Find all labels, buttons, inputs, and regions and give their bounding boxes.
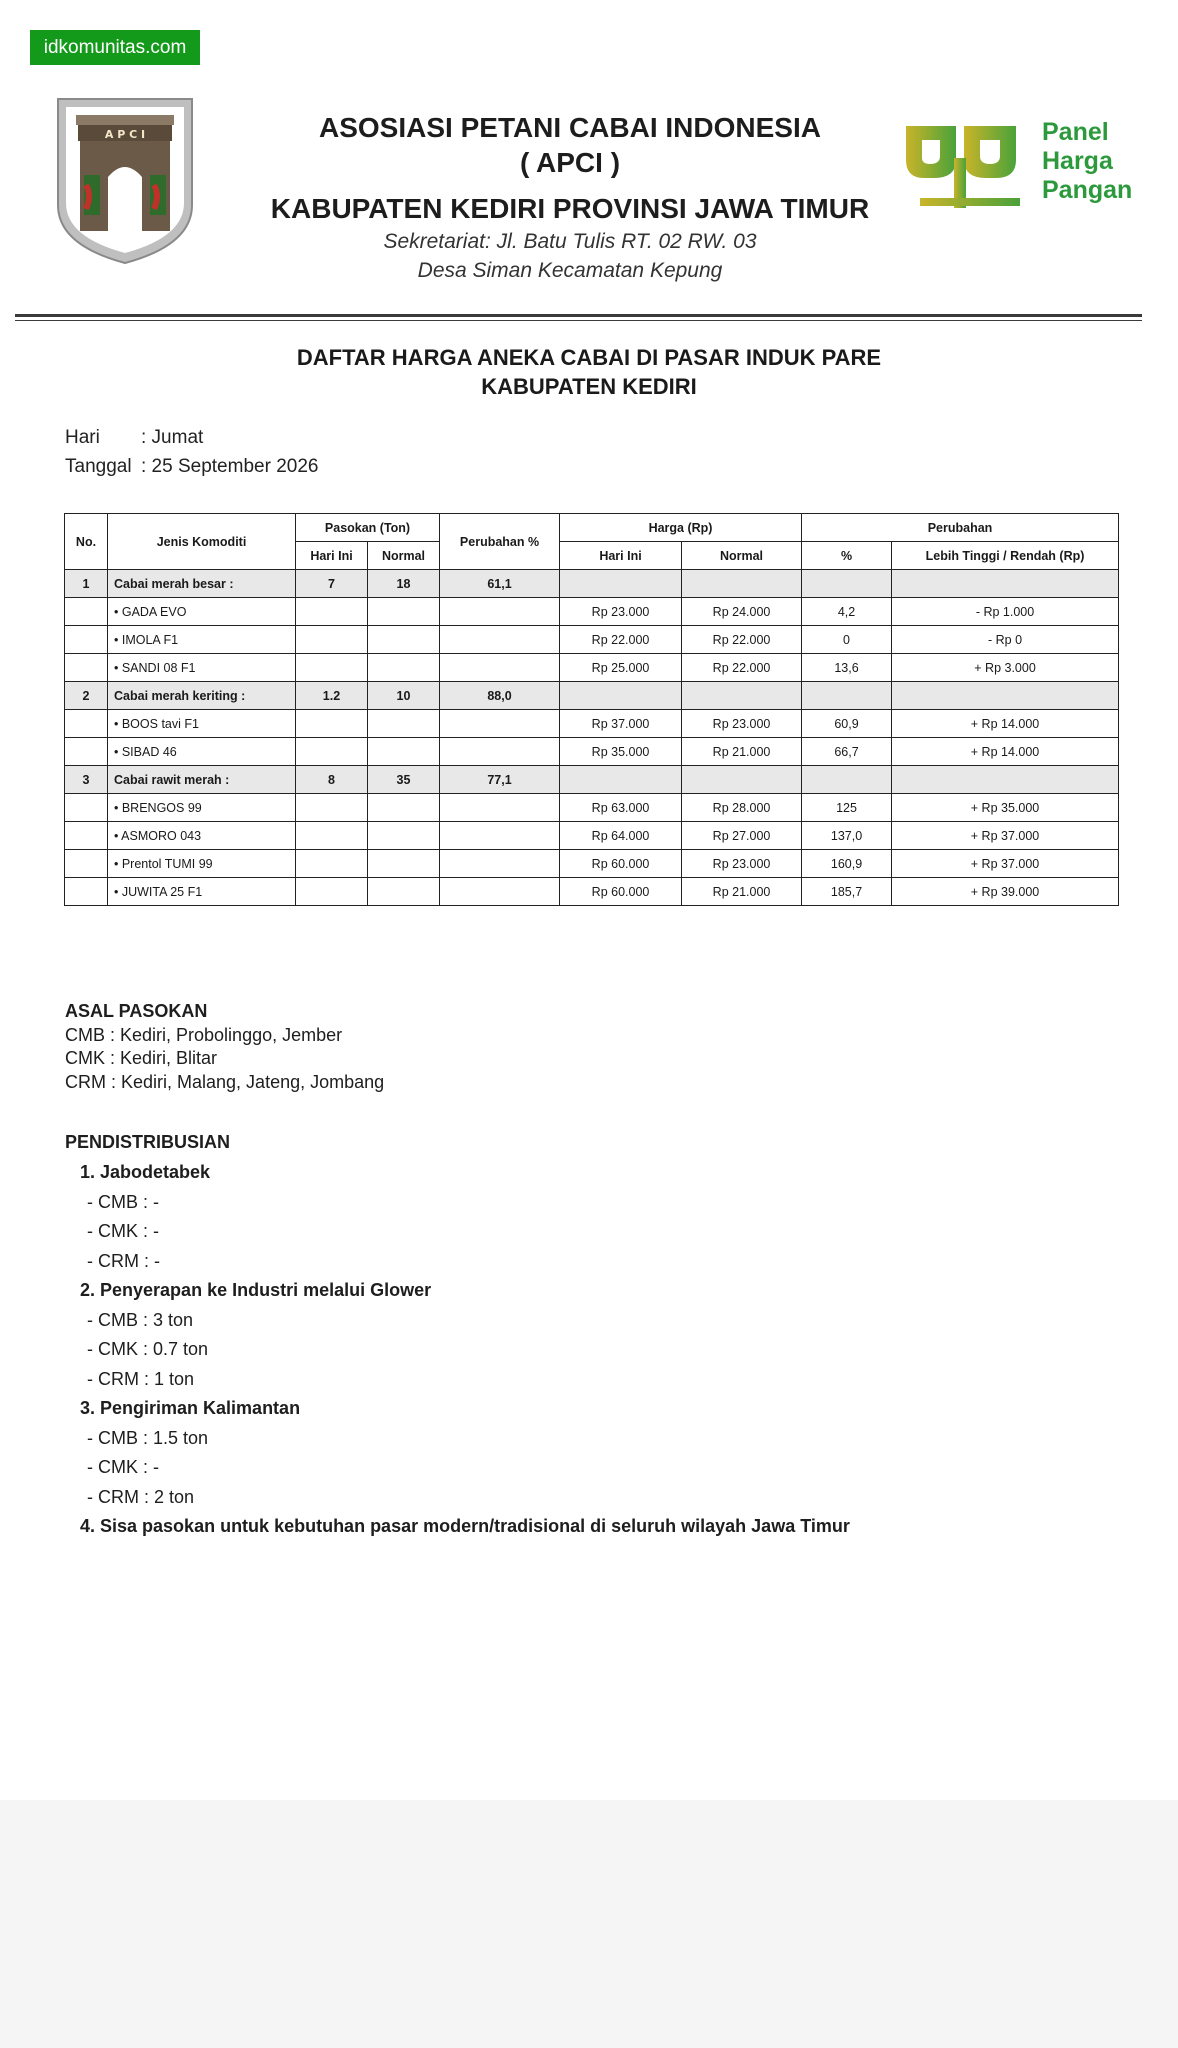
cell-diff: - Rp 0 (892, 626, 1119, 654)
cell-no (65, 626, 108, 654)
cell-pasokan-hi (296, 794, 368, 822)
cell-diff (892, 766, 1119, 794)
cell-pasokan-normal: 18 (368, 570, 440, 598)
cell-harga-hi: Rp 37.000 (560, 710, 682, 738)
table-row (65, 626, 1119, 654)
asal-pasokan-heading: ASAL PASOKAN (65, 1001, 208, 1021)
col-perubahan: Perubahan (802, 514, 1119, 542)
tanggal-label: Tanggal (65, 456, 132, 477)
cell-pasokan-hi: 1.2 (296, 682, 368, 710)
distribution-item-title: 3. Pengiriman Kalimantan (80, 1398, 301, 1418)
cell-pct (802, 766, 892, 794)
page-bottom-band (0, 1800, 1178, 2048)
cell-no (65, 738, 108, 766)
cell-name: • IMOLA F1 (108, 626, 296, 654)
cell-pct (802, 682, 892, 710)
header-divider-thin (15, 320, 1142, 321)
document-subtitle: KABUPATEN KEDIRI (481, 374, 697, 399)
cell-diff (892, 682, 1119, 710)
cell-harga-normal (682, 570, 802, 598)
cell-harga-normal: Rp 27.000 (682, 822, 802, 850)
asal-pasokan-line: CMB : Kediri, Probolinggo, Jember (65, 1024, 343, 1045)
distribution-sub-item: - CRM : 1 ton (87, 1368, 195, 1389)
col-lebih-tinggi-rendah: Lebih Tinggi / Rendah (Rp) (892, 542, 1119, 570)
panel-harga-pangan-logo (900, 118, 1150, 218)
hari-label: Hari (65, 427, 100, 448)
cell-harga-normal: Rp 22.000 (682, 626, 802, 654)
cell-perubahan: 77,1 (440, 766, 560, 794)
php-word-1: Panel (1042, 118, 1109, 146)
distribution-sub-item: - CMB : 3 ton (87, 1309, 194, 1330)
distribution-sub-item: - CRM : - (87, 1250, 160, 1271)
cell-pasokan-hi (296, 850, 368, 878)
cell-pasokan-hi (296, 710, 368, 738)
cell-no: 2 (65, 682, 108, 710)
distribution-sub-item: - CMK : - (87, 1457, 159, 1477)
cell-pasokan-hi (296, 738, 368, 766)
distribution-item-title: 2. Penyerapan ke Industri melalui Glower (80, 1280, 432, 1300)
cell-harga-normal: Rp 24.000 (682, 598, 802, 626)
table-row (65, 710, 1119, 738)
header-divider (15, 314, 1142, 317)
table-body (65, 570, 1119, 906)
cell-pct: 137,0 (802, 822, 892, 850)
cell-pasokan-normal (368, 598, 440, 626)
cell-name: • SANDI 08 F1 (108, 654, 296, 682)
cell-name: • JUWITA 25 F1 (108, 878, 296, 906)
cell-harga-normal: Rp 21.000 (682, 738, 802, 766)
cell-harga-normal (682, 682, 802, 710)
table-row (65, 878, 1119, 906)
cell-pasokan-normal (368, 850, 440, 878)
asal-pasokan-line: CMK : Kediri, Blitar (65, 1048, 218, 1068)
org-name: ASOSIASI PETANI CABAI INDONESIA (319, 112, 821, 143)
cell-harga-hi: Rp 23.000 (560, 598, 682, 626)
asal-pasokan-section (65, 1000, 384, 1094)
cell-harga-hi: Rp 35.000 (560, 738, 682, 766)
table-row (65, 850, 1119, 878)
cell-harga-hi (560, 682, 682, 710)
cell-pasokan-normal (368, 822, 440, 850)
meta-tanggal (65, 456, 318, 478)
cell-name: • Prentol TUMI 99 (108, 850, 296, 878)
col-harga: Harga (Rp) (560, 514, 802, 542)
asal-pasokan-line: CRM : Kediri, Malang, Jateng, Jombang (65, 1071, 385, 1092)
cell-perubahan (440, 822, 560, 850)
distribution-sub-item: - CMK : 0.7 ton (87, 1339, 209, 1359)
cell-name: • SIBAD 46 (108, 738, 296, 766)
cell-name: • BOOS tavi F1 (108, 710, 296, 738)
cell-pct: 60,9 (802, 710, 892, 738)
org-abbreviation: ( APCI ) (519, 147, 621, 178)
cell-harga-normal: Rp 23.000 (682, 850, 802, 878)
col-perubahan-pct: Perubahan % (440, 514, 560, 570)
cell-pasokan-hi: 7 (296, 570, 368, 598)
cell-pct: 66,7 (802, 738, 892, 766)
table-row (65, 598, 1119, 626)
cell-no (65, 822, 108, 850)
cell-pasokan-normal (368, 710, 440, 738)
cell-pasokan-normal: 10 (368, 682, 440, 710)
cell-diff: + Rp 14.000 (892, 738, 1119, 766)
cell-pasokan-hi: 8 (296, 766, 368, 794)
cell-perubahan (440, 794, 560, 822)
cell-name: Cabai rawit merah : (108, 766, 296, 794)
distribution-sub-item: - CMB : - (87, 1191, 159, 1212)
col-pasokan-hari-ini: Hari Ini (296, 542, 368, 570)
table-header-row (65, 514, 1119, 542)
cell-harga-hi: Rp 64.000 (560, 822, 682, 850)
cell-perubahan (440, 654, 560, 682)
cell-pasokan-hi (296, 626, 368, 654)
cell-diff: + Rp 39.000 (892, 878, 1119, 906)
cell-pasokan-normal (368, 626, 440, 654)
cell-pasokan-hi (296, 598, 368, 626)
cell-perubahan (440, 850, 560, 878)
cell-name: • GADA EVO (108, 598, 296, 626)
table-group-row (65, 682, 1119, 710)
cell-harga-hi: Rp 60.000 (560, 850, 682, 878)
cell-pct: 13,6 (802, 654, 892, 682)
table-row (65, 794, 1119, 822)
cell-pasokan-normal (368, 654, 440, 682)
cell-harga-hi (560, 570, 682, 598)
cell-perubahan (440, 878, 560, 906)
cell-pct: 185,7 (802, 878, 892, 906)
tanggal-value: : 25 September 2026 (141, 456, 319, 477)
cell-diff: + Rp 3.000 (892, 654, 1119, 682)
table-row (65, 654, 1119, 682)
cell-diff: + Rp 37.000 (892, 850, 1119, 878)
cell-perubahan (440, 710, 560, 738)
cell-perubahan (440, 598, 560, 626)
table-row (65, 822, 1119, 850)
cell-perubahan: 88,0 (440, 682, 560, 710)
col-pasokan-normal: Normal (368, 542, 440, 570)
hari-value: : Jumat (141, 427, 204, 448)
cell-perubahan (440, 738, 560, 766)
cell-pct (802, 570, 892, 598)
cell-name: • ASMORO 043 (108, 822, 296, 850)
address-line-1: Sekretariat: Jl. Batu Tulis RT. 02 RW. 03 (383, 230, 757, 253)
cell-no (65, 598, 108, 626)
cell-no: 1 (65, 570, 108, 598)
cell-name: • BRENGOS 99 (108, 794, 296, 822)
cell-perubahan: 61,1 (440, 570, 560, 598)
cell-pasokan-hi (296, 822, 368, 850)
cell-diff: - Rp 1.000 (892, 598, 1119, 626)
cell-harga-normal: Rp 22.000 (682, 654, 802, 682)
cell-pct: 0 (802, 626, 892, 654)
pendistribusian-heading: PENDISTRIBUSIAN (65, 1132, 231, 1152)
cell-name: Cabai merah keriting : (108, 682, 296, 710)
cell-harga-hi (560, 766, 682, 794)
cell-no (65, 850, 108, 878)
svg-text:A P C I: A P C I (104, 128, 146, 141)
col-perubahan-persen: % (802, 542, 892, 570)
cell-no (65, 878, 108, 906)
cell-diff: + Rp 14.000 (892, 710, 1119, 738)
cell-perubahan (440, 626, 560, 654)
distribution-item-title: 1. Jabodetabek (80, 1162, 211, 1182)
cell-diff: + Rp 37.000 (892, 822, 1119, 850)
cell-pct: 125 (802, 794, 892, 822)
php-word-3: Pangan (1042, 176, 1133, 204)
col-harga-normal: Normal (682, 542, 802, 570)
cell-diff: + Rp 35.000 (892, 794, 1119, 822)
table-row (65, 738, 1119, 766)
document-title: DAFTAR HARGA ANEKA CABAI DI PASAR INDUK PARE (296, 345, 882, 370)
org-region: KABUPATEN KEDIRI PROVINSI JAWA TIMUR (270, 193, 870, 224)
apci-logo (50, 95, 200, 265)
cell-name: Cabai merah besar : (108, 570, 296, 598)
cell-harga-normal (682, 766, 802, 794)
cell-harga-hi: Rp 22.000 (560, 626, 682, 654)
distribution-item-title: 4. Sisa pasokan untuk kebutuhan pasar modern/tradisional di seluruh wilayah Jawa Timur (80, 1516, 850, 1536)
meta-hari (65, 427, 203, 449)
address-line-2: Desa Siman Kecamatan Kepung (417, 259, 723, 282)
watermark-label: idkomunitas.com (30, 30, 200, 65)
col-no: No. (65, 514, 108, 570)
cell-harga-normal: Rp 23.000 (682, 710, 802, 738)
cell-harga-normal: Rp 21.000 (682, 878, 802, 906)
cell-pasokan-hi (296, 654, 368, 682)
cell-diff (892, 570, 1119, 598)
cell-pct: 4,2 (802, 598, 892, 626)
php-word-2: Harga (1042, 147, 1113, 175)
col-pasokan: Pasokan (Ton) (296, 514, 440, 542)
cell-pasokan-normal: 35 (368, 766, 440, 794)
cell-pasokan-hi (296, 878, 368, 906)
cell-pasokan-normal (368, 738, 440, 766)
distribution-sub-item: - CRM : 2 ton (87, 1486, 195, 1507)
cell-harga-hi: Rp 60.000 (560, 878, 682, 906)
pendistribusian-section (65, 1132, 850, 1546)
cell-no: 3 (65, 766, 108, 794)
col-harga-hari-ini: Hari Ini (560, 542, 682, 570)
price-table (64, 513, 1119, 906)
cell-harga-normal: Rp 28.000 (682, 794, 802, 822)
cell-harga-hi: Rp 25.000 (560, 654, 682, 682)
cell-pct: 160,9 (802, 850, 892, 878)
distribution-sub-item: - CMB : 1.5 ton (87, 1427, 209, 1448)
col-jenis: Jenis Komoditi (108, 514, 296, 570)
cell-harga-hi: Rp 63.000 (560, 794, 682, 822)
cell-pasokan-normal (368, 878, 440, 906)
table-group-row (65, 766, 1119, 794)
table-group-row (65, 570, 1119, 598)
cell-no (65, 710, 108, 738)
cell-pasokan-normal (368, 794, 440, 822)
cell-no (65, 654, 108, 682)
distribution-sub-item: - CMK : - (87, 1221, 159, 1241)
cell-no (65, 794, 108, 822)
